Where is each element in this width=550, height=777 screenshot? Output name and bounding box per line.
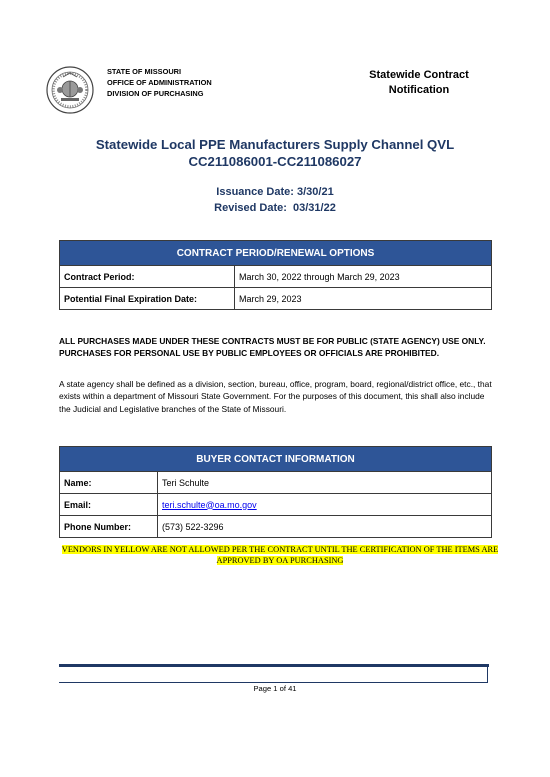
contract-numbers: CC211086001-CC211086027 bbox=[188, 154, 362, 169]
table-row bbox=[60, 494, 492, 516]
document-title bbox=[0, 136, 550, 170]
dates-block bbox=[0, 184, 550, 216]
highlighted-note-text: VENDORS IN YELLOW ARE NOT ALLOWED PER THE CONTRACT UNTIL THE CERTIFICATION OF THE ITEMS ARE APPROVED BY OA PURCHASING bbox=[61, 545, 499, 565]
agency-line: DIVISION OF PURCHASING bbox=[107, 89, 204, 98]
table-row bbox=[60, 472, 492, 494]
buyer-email-label: Email: bbox=[60, 494, 158, 516]
table-row bbox=[60, 516, 492, 538]
contract-period-label: Contract Period: bbox=[60, 266, 235, 288]
buyer-phone-label: Phone Number: bbox=[60, 516, 158, 538]
buyer-contact-table bbox=[59, 446, 492, 538]
contract-period-table bbox=[59, 240, 492, 310]
agency-line: STATE OF MISSOURI bbox=[107, 67, 182, 76]
footer-frame bbox=[59, 667, 488, 683]
notification-title bbox=[364, 68, 474, 98]
missouri-state-seal-icon bbox=[46, 66, 94, 114]
table-row bbox=[60, 266, 492, 288]
buyer-name-label: Name: bbox=[60, 472, 158, 494]
agency-block bbox=[107, 66, 212, 99]
page-number: Page 1 of 41 bbox=[253, 684, 297, 693]
notification-line: Notification bbox=[388, 84, 450, 96]
revised-date: Revised Date: 03/31/22 bbox=[214, 202, 336, 214]
buyer-phone-value: (573) 522-3296 bbox=[158, 516, 492, 538]
buyer-email-link[interactable]: teri.schulte@oa.mo.gov bbox=[162, 499, 257, 510]
expiration-value: March 29, 2023 bbox=[235, 288, 492, 310]
public-use-warning: ALL PURCHASES MADE UNDER THESE CONTRACTS MUST BE FOR PUBLIC (STATE AGENCY) USE ONLY. PURCHASES FOR PERSONAL USE BY PUBLIC EMPLOYEES OR OFFICIALS ARE PROHIBITED. bbox=[59, 336, 486, 358]
title-line: Statewide Local PPE Manufacturers Supply Channel QVL bbox=[95, 137, 455, 152]
contract-table-heading: CONTRACT PERIOD/RENEWAL OPTIONS bbox=[60, 241, 492, 266]
issuance-date: Issuance Date: 3/30/21 bbox=[216, 186, 334, 198]
table-row bbox=[60, 288, 492, 310]
agency-line: OFFICE OF ADMINISTRATION bbox=[107, 78, 212, 87]
vendors-yellow-note bbox=[50, 544, 510, 566]
notification-line: Statewide Contract bbox=[369, 69, 469, 81]
contract-period-value: March 30, 2022 through March 29, 2023 bbox=[235, 266, 492, 288]
expiration-label: Potential Final Expiration Date: bbox=[60, 288, 235, 310]
state-agency-definition: A state agency shall be defined as a division, section, bureau, office, program, board, regional/district office, etc., that exists within a department of Missouri State Government. For the purposes of this document, this shall also include the Judicial and Legislative branches of the State of Missouri. bbox=[59, 379, 492, 414]
buyer-name-value: Teri Schulte bbox=[158, 472, 492, 494]
buyer-table-heading: BUYER CONTACT INFORMATION bbox=[60, 447, 492, 472]
